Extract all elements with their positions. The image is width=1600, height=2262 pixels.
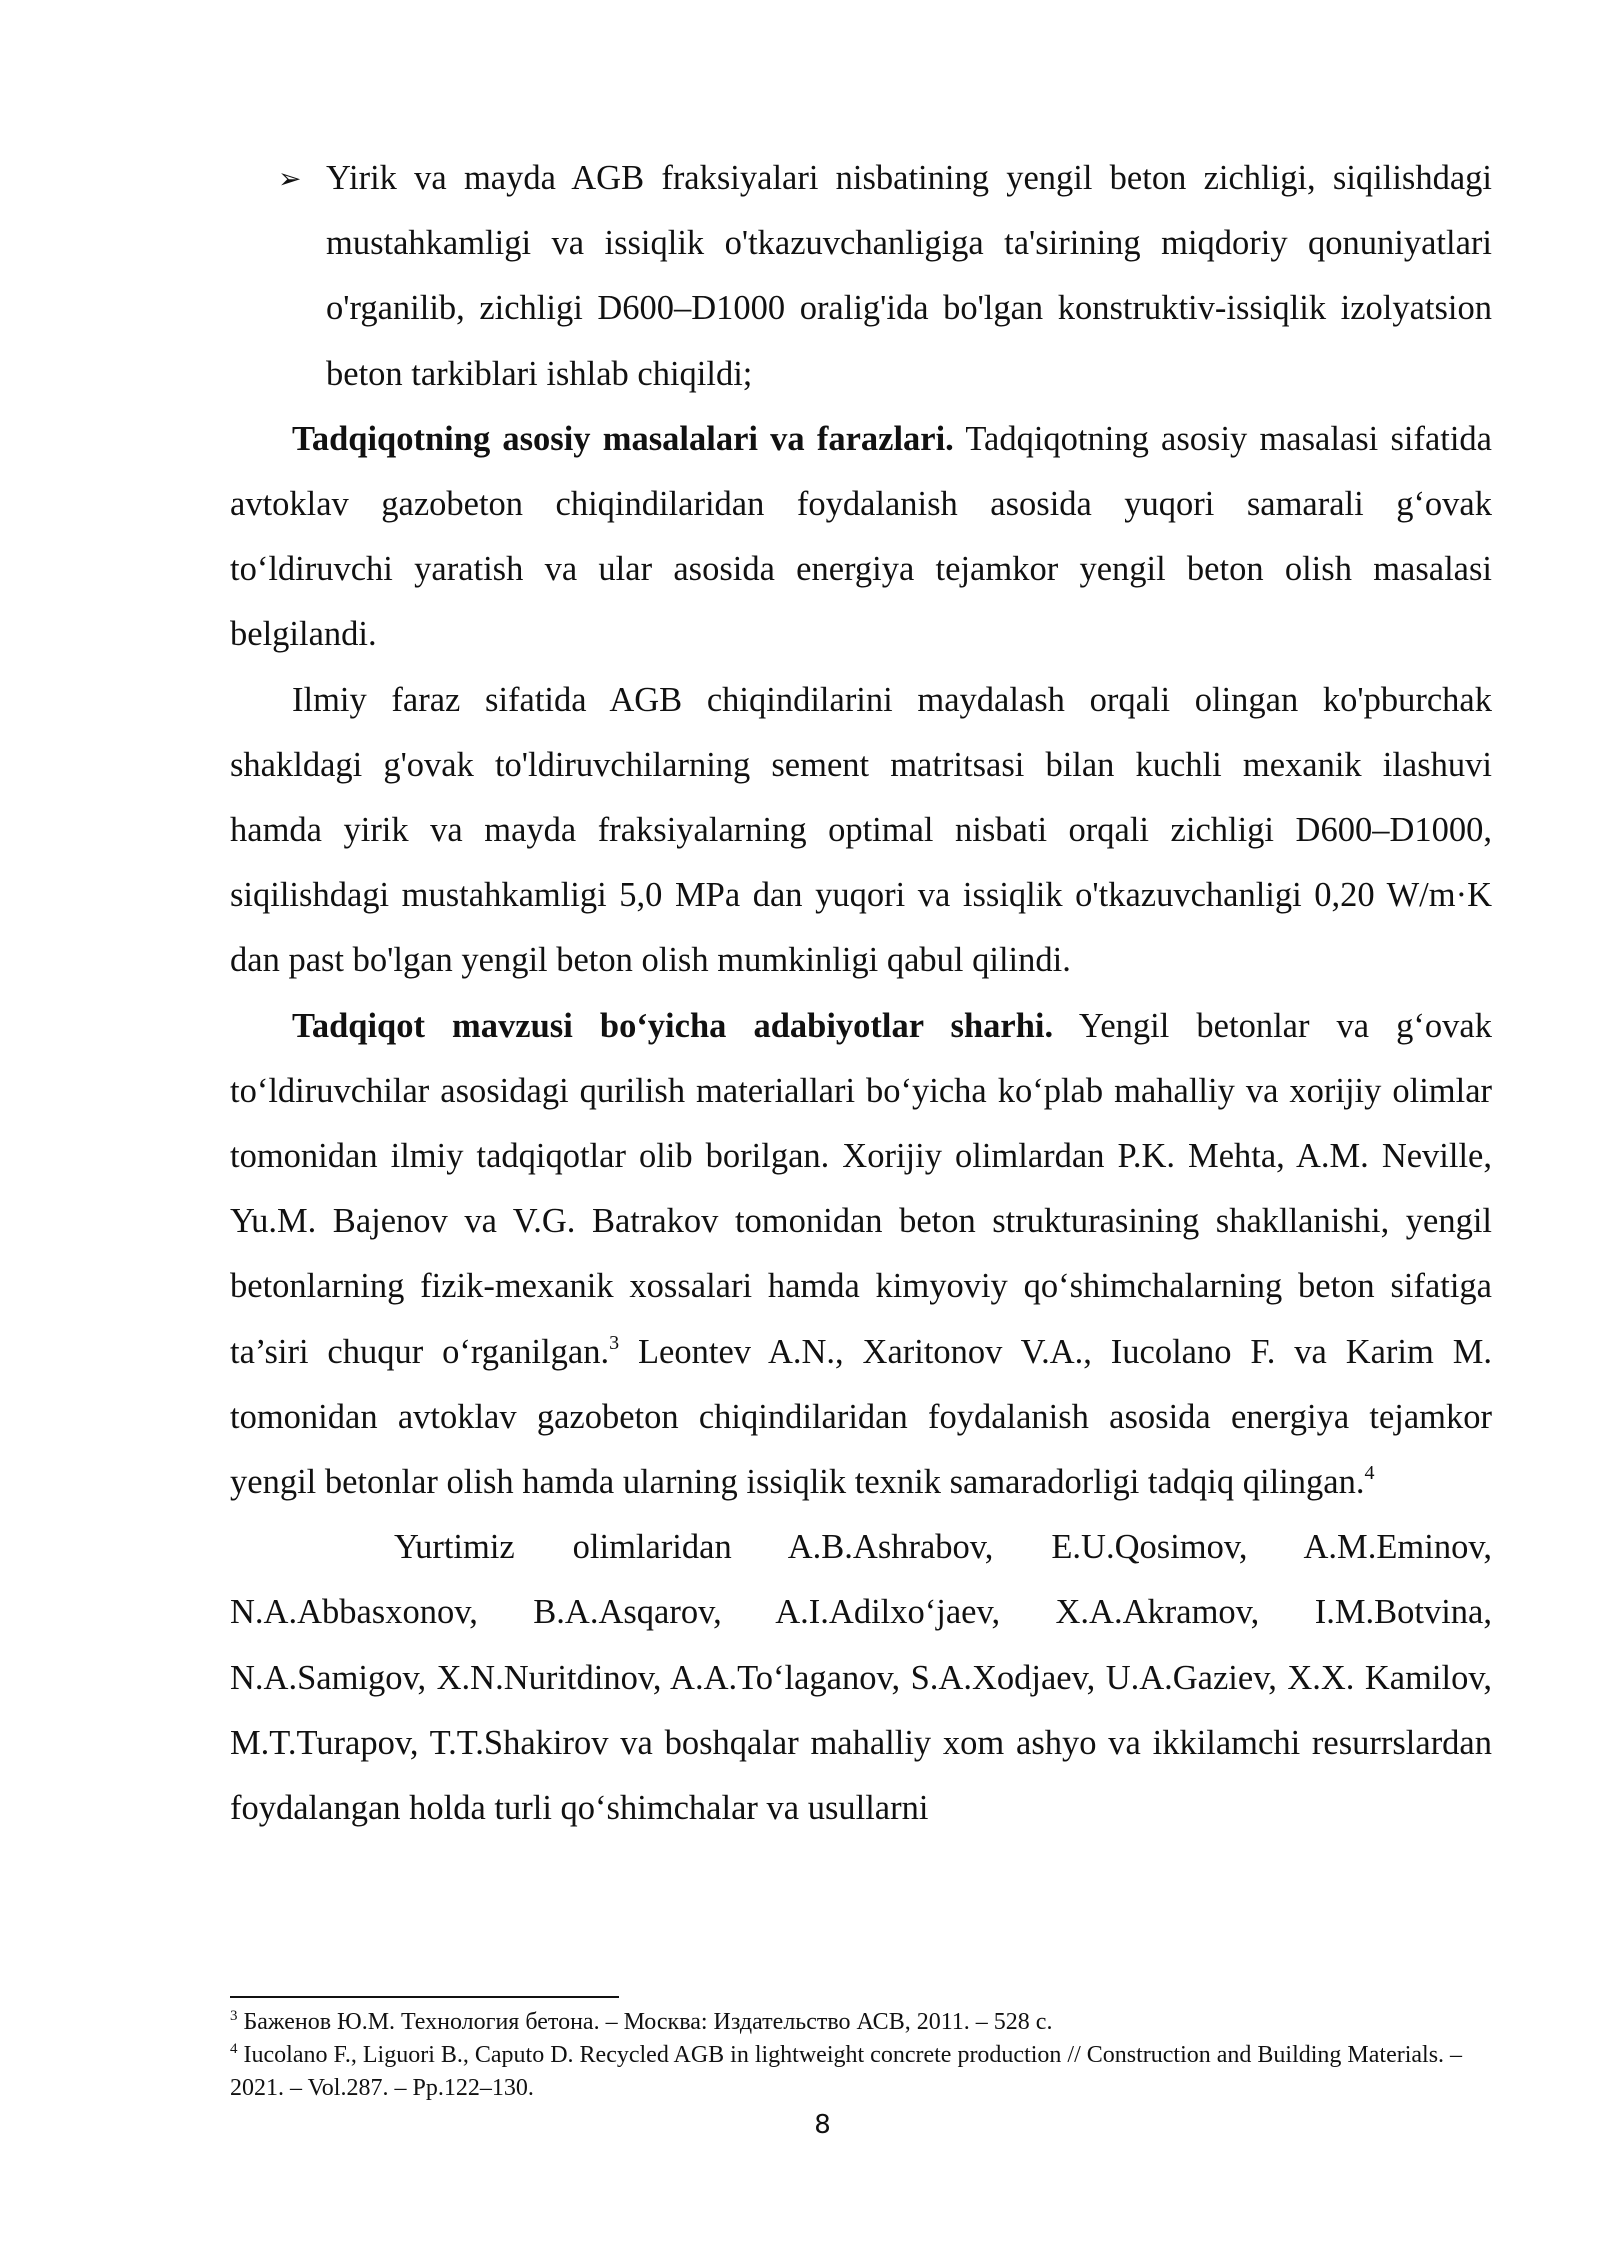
footnotes	[230, 2006, 1492, 2105]
bullet-text: Yirik va mayda AGB fraksiyalari nisbatining yengil beton zichligi, siqilishdagi mustahkamligi va issiqlik o'tkazuvchanligiga ta'sirining miqdoriy qonuniyatlari o'rganilib, zichligi D600–D1000 oralig'ida bo'lgan konstruktiv-issiqlik izolyatsion beton tarkiblari ishlab chiqildi;	[326, 159, 1492, 393]
review-text-2: Leontev A.N., Xaritonov V.A., Iucolano F. va Karim M. tomonidan avtoklav gazobeton chiqindilaridan foydalanish asosida energiya tejamkor yengil betonlar olish hamda ularning issiqlik texnik samaradorligi tadqiq qilingan.	[230, 1332, 1492, 1502]
page-number: 8	[814, 2110, 831, 2140]
review-text-1: Yengil betonlar va g‘ovak to‘ldiruvchilar asosidagi qurilish materiallari bo‘yicha ko‘plab mahalliy va xorijiy olimlar tomonidan ilmiy tadqiqotlar olib borilgan. Xorijiy olimlardan P.K. Mehta, A.M. Neville, Yu.M. Bajenov va V.G. Batrakov tomonidan beton strukturasining shakllanishi, yengil betonlarning fizik-mexanik xossalari hamda kimyoviy qo‘shimchalarning beton sifatiga ta’siri chuqur o‘rganilgan.	[230, 1006, 1492, 1371]
footnote-text: Баженов Ю.М. Технология бетона. – Москва: Издательство АСВ, 2011. – 528 с.	[237, 2009, 1053, 2035]
local-scholars-paragraph: Yurtimiz olimlaridan A.B.Ashrabov, E.U.Qosimov, A.M.Eminov, N.A.Abbasxonov, B.A.Asqarov, A.I.Adilxo‘jaev, X.A.Akramov, I.M.Botvina, N.A.Samigov, X.N.Nuritdinov, A.A.To‘laganov, S.A.Xodjaev, U.A.Gaziev, X.X. Kamilov, M.T.Turapov, T.T.Shakirov va boshqalar mahalliy xom ashyo va ikkilamchi resurrslardan foydalangan holda turli qo‘shimchalar va usullarni	[230, 1528, 1492, 1828]
footnote	[230, 2006, 1492, 2039]
footnote-number: 4	[230, 2041, 238, 2057]
body-text	[230, 146, 1492, 1841]
footnote	[230, 2039, 1492, 2105]
bullet-list-item	[230, 146, 1492, 407]
arrow-bullet-icon: ➢	[278, 162, 302, 195]
tasks-text: Tadqiqotning asosiy masalasi sifatida avtoklav gazobeton chiqindilaridan foydalanish asosida yuqori samarali g‘ovak to‘ldiruvchi yaratish va ular asosida energiya tejamkor yengil beton olish masalasi belgilandi.	[230, 419, 1492, 654]
tasks-heading: Tadqiqotning asosiy masalalari va farazlari.	[292, 419, 954, 458]
footnote-number: 3	[230, 2008, 238, 2024]
hypothesis-paragraph: Ilmiy faraz sifatida AGB chiqindilarini maydalash orqali olingan ko'pburchak shakldagi g'ovak to'ldiruvchilarning sement matritsasi bilan kuchli mexanik ilashuvi hamda yirik va mayda fraksiyalarning optimal nisbati orqali zichligi D600–D1000, siqilishdagi mustahkamligi 5,0 MPa dan yuqori va issiqlik o'tkazuvchanligi 0,20 W/m·K dan past bo'lgan yengil beton olish mumkinligi qabul qilindi.	[230, 680, 1492, 980]
footnote-text: Iucolano F., Liguori B., Caputo D. Recycled AGB in lightweight concrete production // Construction and Building Materials. – 2021. – Vol.287. – Pp.122–130.	[230, 2042, 1463, 2101]
review-paragraph	[230, 994, 1492, 1516]
footnote-separator	[230, 1996, 619, 1998]
review-heading: Tadqiqot mavzusi bo‘yicha adabiyotlar sharhi.	[292, 1006, 1054, 1045]
footnote-ref-4[interactable]: 4	[1364, 1462, 1375, 1485]
footnote-ref-3[interactable]: 3	[609, 1331, 620, 1354]
tasks-paragraph	[230, 407, 1492, 668]
